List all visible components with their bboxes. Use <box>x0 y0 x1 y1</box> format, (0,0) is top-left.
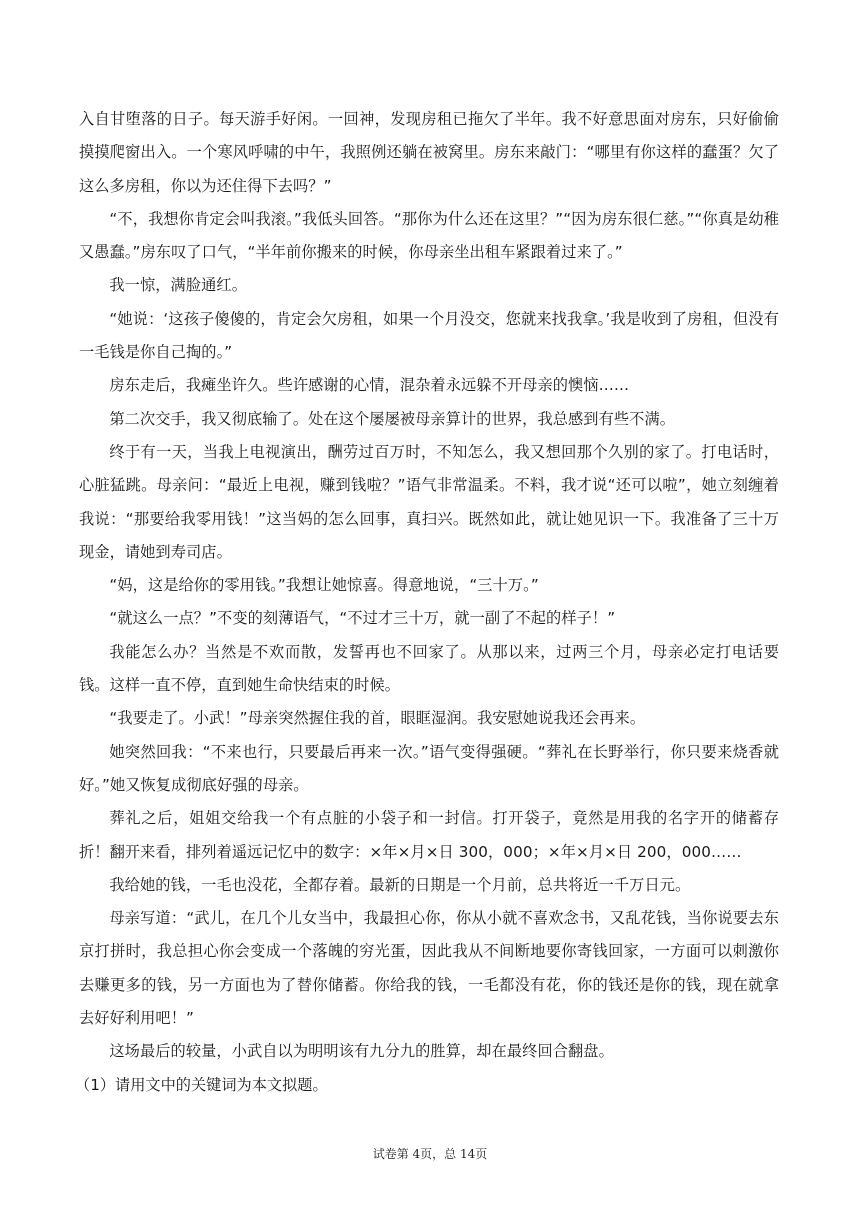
paragraph-14: 我给她的钱，一毛也没花，全都存着。最新的日期是一个月前，总共将近一千万日元。 <box>109 875 691 894</box>
paragraph-3: 我一惊，满脸通红。 <box>109 276 247 295</box>
paragraph-1: 入自甘堕落的日子。每天游手好闲。一回神，发现房租已拖欠了半年。我不好意思面对房东，只好偷偷摸摸爬窗出入。一个寒风呼啸的中午，我照例还躺在被窝里。房东来敲门：“哪里有你这样的蠢蛋？欠了这么多房租，你以为还住得下去吗？” <box>79 110 779 195</box>
page-footer: 试卷第 4页，总 14页 <box>372 1147 488 1161</box>
paragraph-13: 葬礼之后，姐姐交给我一个有点脏的小袋子和一封信。打开袋子，竟然是用我的名字开的储蓄存折！翻开来看，排列着遥远记忆中的数字：×年×月×日 300，000；×年×月×日 200，000…… <box>79 809 779 861</box>
document-body <box>75 103 779 1102</box>
paragraph-12: 她突然回我：“不来也行，只要最后再来一次。”语气变得强硬。“葬礼在长野举行，你只要来烧香就好。”她又恢复成彻底好强的母亲。 <box>79 742 779 794</box>
paragraph-15: 母亲写道：“武儿，在几个儿女当中，我最担心你，你从小就不喜欢念书，又乱花钱，当你说要去东京打拼时，我总担心你会变成一个落魄的穷光蛋，因此我从不间断地要你寄钱回家，一方面可以刺激你去赚更多的钱，另一方面也为了替你储蓄。你给我的钱，一毛都没有花，你的钱还是你的钱，现在就拿去好好利用吧！” <box>79 909 779 1028</box>
paragraph-8: “妈，这是给你的零用钱。”我想让她惊喜。得意地说，“三十万。” <box>109 576 539 595</box>
paragraph-11: “我要走了。小武！”母亲突然握住我的首，眼眶湿润。我安慰她说我还会再来。 <box>109 709 646 728</box>
paragraph-7: 终于有一天，当我上电视演出，酬劳过百万时，不知怎么，我又想回那个久别的家了。打电话时，心脏猛跳。母亲问：“最近上电视，赚到钱啦？”语气非常温柔。不料，我才说“还可以啦”，她立刻缠着我说：“那要给我零用钱！”这当妈的怎么回事，真扫兴。既然如此，就让她见识一下。我准备了三十万现金，请她到寿司店。 <box>79 442 779 561</box>
paragraph-5: 房东走后，我瘫坐许久。些许感谢的心情，混杂着永远躲不开母亲的懊恼…… <box>109 376 630 395</box>
paragraph-10: 我能怎么办？当然是不欢而散，发誓再也不回家了。从那以来，过两三个月，母亲必定打电话要钱。这样一直不停，直到她生命快结束的时候。 <box>79 642 779 695</box>
paragraph-4: “她说：‘这孩子傻傻的，肯定会欠房租，如果一个月没交，您就来找我拿。’我是收到了房租，但没有一毛钱是你自己掏的。” <box>79 309 779 362</box>
paragraph-2: “不，我想你肯定会叫我滚。”我低头回答。“那你为什么还在这里？”“因为房东很仁慈。”“你真是幼稚又愚蠢。”房东叹了口气，“半年前你搬来的时候，你母亲坐出租车紧跟着过来了。” <box>79 209 779 262</box>
paragraph-9: “就这么一点？”不变的刻薄语气，“不过才三十万，就一副了不起的样子！” <box>109 609 616 628</box>
paragraph-16: 这场最后的较量，小武自以为明明该有九分九的胜算，却在最终回合翻盘。 <box>109 1042 614 1061</box>
paragraph-6: 第二次交手，我又彻底输了。处在这个屡屡被母亲算计的世界，我总感到有些不满。 <box>109 409 676 428</box>
question-1: （1）请用文中的关键词为本文拟题。 <box>75 1075 328 1094</box>
